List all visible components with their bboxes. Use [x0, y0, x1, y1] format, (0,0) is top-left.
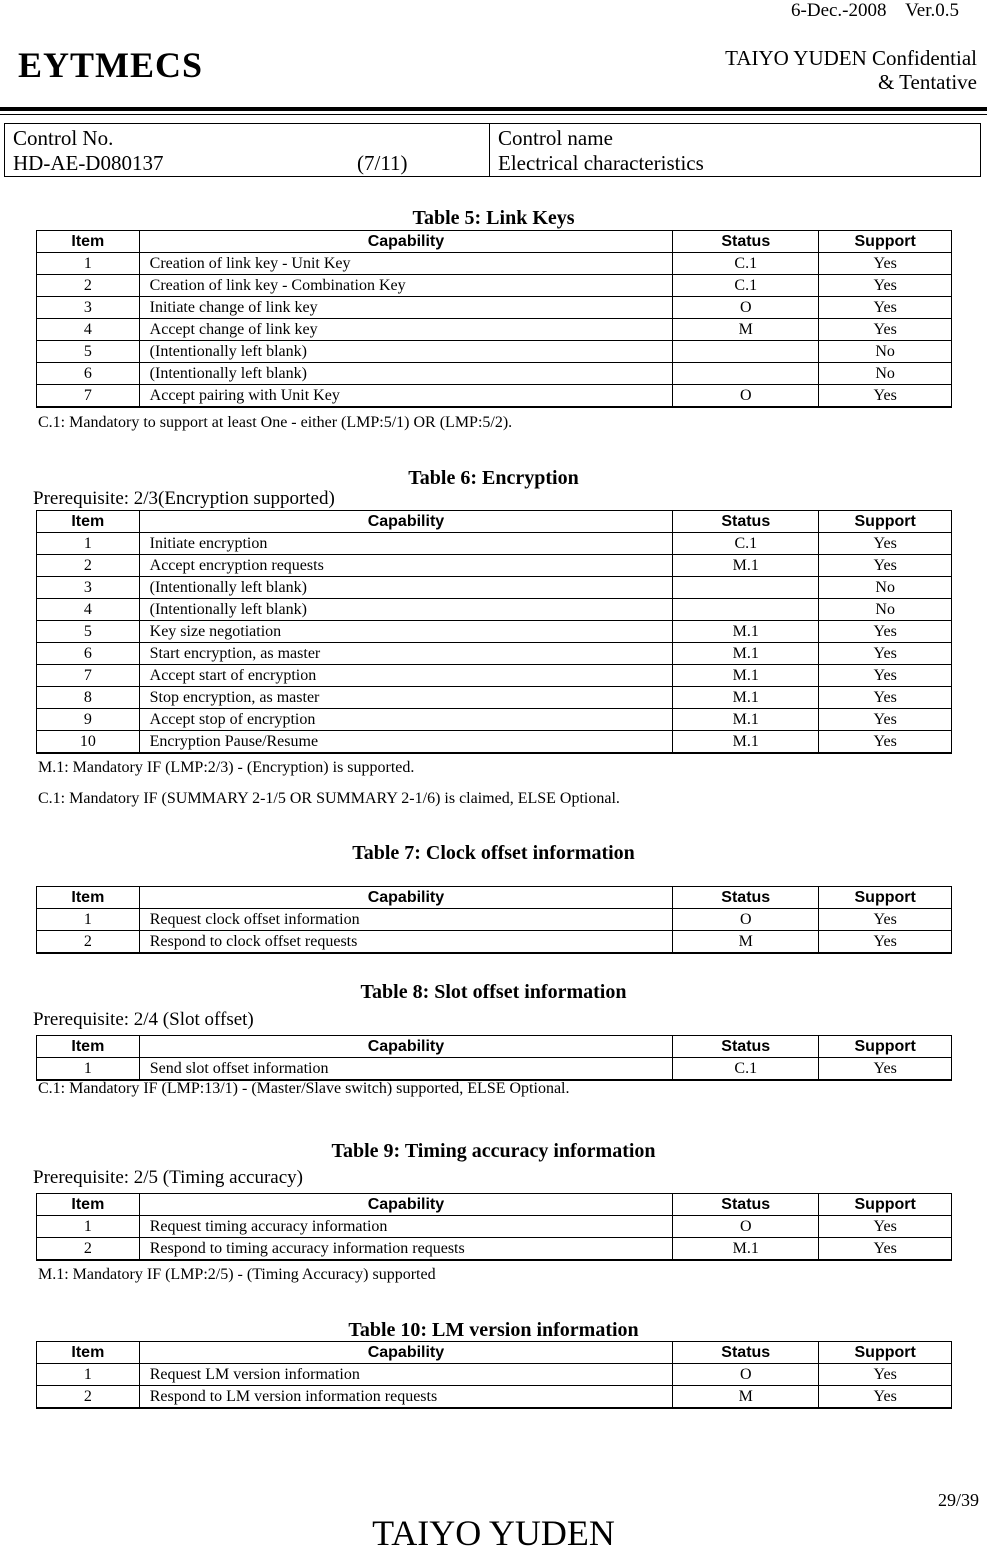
table10	[36, 1341, 952, 1409]
cell-item: 7	[37, 665, 140, 687]
cell-status: M	[673, 319, 819, 341]
cell-support: Yes	[819, 643, 952, 665]
table-row	[37, 731, 952, 754]
control-box	[4, 123, 981, 177]
cell-item: 2	[37, 931, 140, 954]
date-version: 6-Dec.-2008 Ver.0.5	[791, 0, 959, 21]
table-row	[37, 1058, 952, 1081]
cell-capability: (Intentionally left blank)	[139, 599, 673, 621]
cell-item: 3	[37, 577, 140, 599]
cell-item: 2	[37, 275, 140, 297]
table9-prerequisite: Prerequisite: 2/5 (Timing accuracy)	[33, 1167, 303, 1188]
column-header-support: Support	[819, 511, 952, 533]
table6-title: Table 6: Encryption	[408, 467, 579, 489]
cell-support: Yes	[819, 731, 952, 754]
cell-status: O	[673, 1216, 819, 1238]
cell-capability: Request LM version information	[139, 1364, 672, 1386]
cell-support: Yes	[819, 319, 952, 341]
confidential-notice	[725, 46, 977, 94]
table7	[36, 886, 952, 954]
cell-item: 1	[37, 1216, 140, 1238]
table9	[36, 1193, 952, 1261]
cell-support: Yes	[819, 533, 952, 555]
cell-status	[673, 599, 819, 621]
cell-status: O	[673, 909, 819, 931]
column-header-capability: Capability	[139, 887, 672, 909]
cell-status: M.1	[673, 709, 819, 731]
table5-note: C.1: Mandatory to support at least One - either (LMP:5/1) OR (LMP:5/2).	[38, 414, 513, 431]
cell-support: Yes	[819, 1058, 952, 1081]
cell-capability: Creation of link key - Unit Key	[139, 253, 673, 275]
control-page-of: (7/11)	[357, 151, 408, 175]
column-header-item: Item	[37, 1036, 140, 1058]
cell-capability: (Intentionally left blank)	[139, 341, 673, 363]
cell-capability: Key size negotiation	[139, 621, 673, 643]
cell-item: 5	[37, 341, 140, 363]
cell-capability: (Intentionally left blank)	[139, 577, 673, 599]
cell-capability: Initiate encryption	[139, 533, 673, 555]
cell-capability: Request clock offset information	[139, 909, 672, 931]
table9-title: Table 9: Timing accuracy information	[331, 1140, 656, 1162]
table6-note-1: M.1: Mandatory IF (LMP:2/3) - (Encryption) is supported.	[38, 759, 415, 776]
cell-status: M.1	[673, 555, 819, 577]
cell-status: C.1	[673, 1058, 819, 1081]
confidential-line-1: TAIYO YUDEN Confidential	[725, 46, 977, 70]
column-header-capability: Capability	[139, 231, 673, 253]
table-row	[37, 687, 952, 709]
cell-item: 7	[37, 385, 140, 408]
cell-status: O	[673, 1364, 819, 1386]
control-name-cell	[490, 124, 712, 176]
cell-status: C.1	[673, 253, 819, 275]
column-header-item: Item	[37, 511, 140, 533]
column-header-item: Item	[37, 887, 140, 909]
column-header-capability: Capability	[139, 511, 673, 533]
table8-note: C.1: Mandatory IF (LMP:13/1) - (Master/Slave switch) supported, ELSE Optional.	[38, 1080, 570, 1097]
table-header-row	[37, 511, 952, 533]
cell-status	[673, 363, 819, 385]
column-header-item: Item	[37, 231, 140, 253]
cell-status: O	[673, 297, 819, 319]
cell-item: 5	[37, 621, 140, 643]
cell-support: Yes	[819, 385, 952, 408]
cell-status: M.1	[673, 731, 819, 754]
cell-item: 10	[37, 731, 140, 754]
table-row	[37, 297, 952, 319]
cell-status: M.1	[673, 687, 819, 709]
cell-capability: Accept encryption requests	[139, 555, 673, 577]
cell-item: 6	[37, 363, 140, 385]
cell-support: Yes	[819, 709, 952, 731]
table-header-row	[37, 1342, 952, 1364]
cell-support: No	[819, 363, 952, 385]
cell-support: Yes	[819, 931, 952, 954]
table-row	[37, 577, 952, 599]
cell-support: No	[819, 599, 952, 621]
cell-status: M.1	[673, 621, 819, 643]
table8-title: Table 8: Slot offset information	[360, 981, 627, 1003]
header-rule-thin	[0, 114, 987, 115]
table6-note-2: C.1: Mandatory IF (SUMMARY 2-1/5 OR SUMMARY 2-1/6) is claimed, ELSE Optional.	[38, 790, 620, 807]
table-row	[37, 1386, 952, 1409]
table-row	[37, 275, 952, 297]
cell-support: Yes	[819, 275, 952, 297]
control-name-label: Control name	[498, 126, 613, 150]
control-no-cell	[5, 124, 490, 176]
cell-capability: Creation of link key - Combination Key	[139, 275, 673, 297]
column-header-status: Status	[673, 1194, 819, 1216]
cell-item: 1	[37, 533, 140, 555]
footer-company: TAIYO YUDEN	[372, 1513, 615, 1553]
column-header-status: Status	[673, 231, 819, 253]
table-row	[37, 1364, 952, 1386]
table-row	[37, 1238, 952, 1261]
cell-status: C.1	[673, 533, 819, 555]
table-row	[37, 909, 952, 931]
cell-status: C.1	[673, 275, 819, 297]
confidential-line-2: & Tentative	[877, 70, 977, 94]
table6-prerequisite: Prerequisite: 2/3(Encryption supported)	[33, 488, 335, 509]
cell-item: 6	[37, 643, 140, 665]
control-name-value: Electrical characteristics	[498, 151, 704, 175]
cell-item: 4	[37, 319, 140, 341]
table-row	[37, 385, 952, 408]
cell-status	[673, 341, 819, 363]
cell-support: No	[819, 341, 952, 363]
cell-support: Yes	[819, 665, 952, 687]
table8	[36, 1035, 952, 1081]
table7-title: Table 7: Clock offset information	[352, 842, 635, 864]
control-no-value: HD-AE-D080137	[13, 151, 164, 175]
column-header-capability: Capability	[139, 1194, 672, 1216]
column-header-support: Support	[819, 1036, 952, 1058]
cell-support: No	[819, 577, 952, 599]
cell-support: Yes	[819, 687, 952, 709]
column-header-item: Item	[37, 1194, 140, 1216]
column-header-support: Support	[819, 1342, 952, 1364]
cell-capability: Accept stop of encryption	[139, 709, 673, 731]
cell-capability: Send slot offset information	[139, 1058, 672, 1081]
cell-item: 1	[37, 1058, 140, 1081]
cell-item: 9	[37, 709, 140, 731]
brand-name: EYTMECS	[18, 45, 204, 85]
table5	[36, 230, 952, 408]
cell-capability: Respond to clock offset requests	[139, 931, 672, 954]
table-row	[37, 665, 952, 687]
table8-prerequisite: Prerequisite: 2/4 (Slot offset)	[33, 1009, 254, 1030]
column-header-support: Support	[819, 231, 952, 253]
table-row	[37, 341, 952, 363]
cell-status: M	[673, 931, 819, 954]
control-no-label: Control No.	[13, 126, 114, 150]
cell-status: O	[673, 385, 819, 408]
table-header-row	[37, 1194, 952, 1216]
table-header-row	[37, 1036, 952, 1058]
table-header-row	[37, 887, 952, 909]
table-row	[37, 1216, 952, 1238]
cell-support: Yes	[819, 909, 952, 931]
column-header-support: Support	[819, 1194, 952, 1216]
column-header-item: Item	[37, 1342, 140, 1364]
table-row	[37, 643, 952, 665]
cell-capability: Respond to LM version information requests	[139, 1386, 672, 1409]
cell-status: M.1	[673, 1238, 819, 1261]
column-header-status: Status	[673, 511, 819, 533]
table-row	[37, 253, 952, 275]
table10-title: Table 10: LM version information	[348, 1319, 639, 1341]
cell-support: Yes	[819, 1364, 952, 1386]
table-header-row	[37, 231, 952, 253]
table-row	[37, 363, 952, 385]
cell-capability: Request timing accuracy information	[139, 1216, 672, 1238]
cell-item: 1	[37, 253, 140, 275]
cell-support: Yes	[819, 253, 952, 275]
cell-support: Yes	[819, 1216, 952, 1238]
cell-item: 1	[37, 909, 140, 931]
cell-status	[673, 577, 819, 599]
column-header-capability: Capability	[139, 1036, 672, 1058]
cell-capability: Accept start of encryption	[139, 665, 673, 687]
cell-item: 2	[37, 1238, 140, 1261]
cell-support: Yes	[819, 1238, 952, 1261]
table-row	[37, 931, 952, 954]
column-header-capability: Capability	[139, 1342, 672, 1364]
cell-capability: Start encryption, as master	[139, 643, 673, 665]
cell-support: Yes	[819, 555, 952, 577]
cell-status: M.1	[673, 643, 819, 665]
table5-title: Table 5: Link Keys	[412, 207, 575, 229]
column-header-support: Support	[819, 887, 952, 909]
cell-item: 4	[37, 599, 140, 621]
cell-status: M.1	[673, 665, 819, 687]
table-row	[37, 599, 952, 621]
cell-status: M	[673, 1386, 819, 1409]
cell-item: 2	[37, 555, 140, 577]
cell-capability: Accept pairing with Unit Key	[139, 385, 673, 408]
cell-item: 2	[37, 1386, 140, 1409]
table-row	[37, 319, 952, 341]
cell-capability: (Intentionally left blank)	[139, 363, 673, 385]
table-row	[37, 533, 952, 555]
cell-support: Yes	[819, 1386, 952, 1409]
column-header-status: Status	[673, 1036, 819, 1058]
table-row	[37, 555, 952, 577]
table9-note: M.1: Mandatory IF (LMP:2/5) - (Timing Accuracy) supported	[38, 1266, 436, 1283]
cell-capability: Stop encryption, as master	[139, 687, 673, 709]
cell-capability: Respond to timing accuracy information requests	[139, 1238, 672, 1261]
cell-capability: Accept change of link key	[139, 319, 673, 341]
cell-support: Yes	[819, 621, 952, 643]
cell-capability: Encryption Pause/Resume	[139, 731, 673, 754]
table-row	[37, 709, 952, 731]
page-number: 29/39	[937, 1490, 979, 1510]
cell-capability: Initiate change of link key	[139, 297, 673, 319]
header-rule-thick	[0, 107, 987, 111]
cell-item: 8	[37, 687, 140, 709]
cell-item: 1	[37, 1364, 140, 1386]
column-header-status: Status	[673, 887, 819, 909]
cell-item: 3	[37, 297, 140, 319]
table6	[36, 510, 952, 754]
table-row	[37, 621, 952, 643]
column-header-status: Status	[673, 1342, 819, 1364]
cell-support: Yes	[819, 297, 952, 319]
